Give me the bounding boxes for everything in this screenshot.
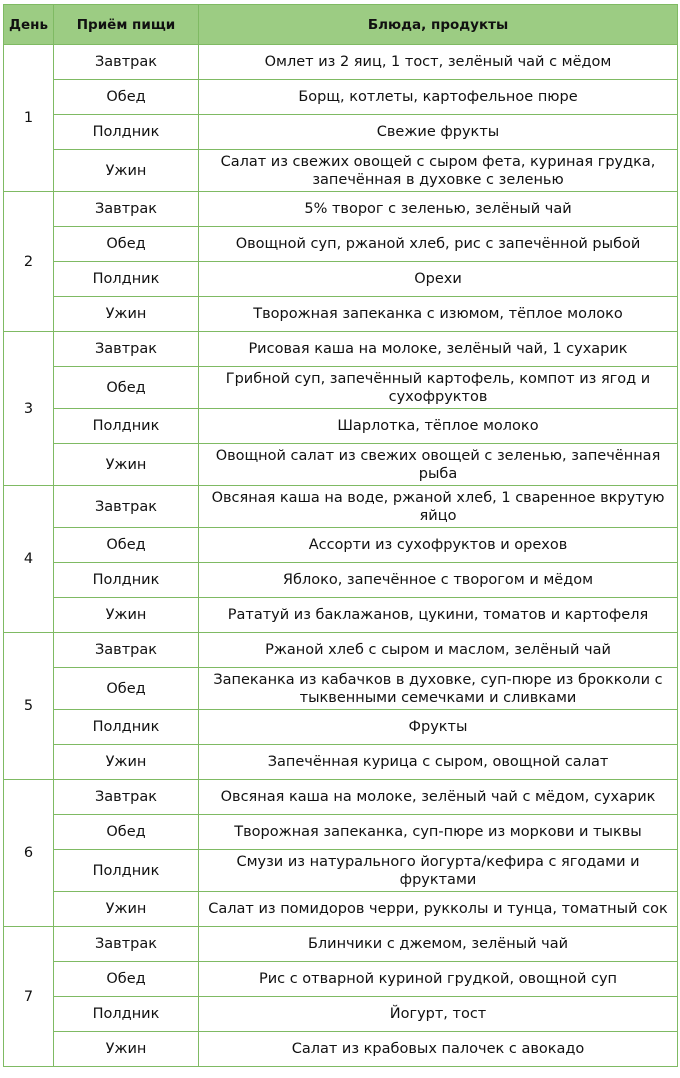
dishes-cell: Овощной салат из свежих овощей с зеленью, запечённая рыба (199, 444, 678, 486)
day-number-cell: 1 (4, 45, 54, 192)
dishes-cell: Свежие фрукты (199, 115, 678, 150)
table-row (4, 962, 678, 997)
meal-cell: Полдник (54, 710, 199, 745)
table-row (4, 192, 678, 227)
meal-cell: Полдник (54, 115, 199, 150)
dishes-cell: Ассорти из сухофруктов и орехов (199, 528, 678, 563)
table-row (4, 486, 678, 528)
table-row (4, 815, 678, 850)
meal-cell: Ужин (54, 444, 199, 486)
table-row (4, 745, 678, 780)
dishes-cell: Овсяная каша на воде, ржаной хлеб, 1 сваренное вкрутую яйцо (199, 486, 678, 528)
dishes-cell: Запеканка из кабачков в духовке, суп-пюре из брокколи с тыквенными семечками и сливками (199, 668, 678, 710)
meal-cell: Завтрак (54, 192, 199, 227)
table-row (4, 598, 678, 633)
dishes-cell: Смузи из натурального йогурта/кефира с ягодами и фруктами (199, 850, 678, 892)
header-day: День (4, 5, 54, 45)
header-meal: Приём пищи (54, 5, 199, 45)
meal-cell: Завтрак (54, 633, 199, 668)
meal-cell: Обед (54, 668, 199, 710)
meal-cell: Завтрак (54, 486, 199, 528)
dishes-cell: Салат из помидоров черри, рукколы и тунца, томатный сок (199, 892, 678, 927)
meal-cell: Обед (54, 80, 199, 115)
meal-cell: Полдник (54, 409, 199, 444)
meal-cell: Ужин (54, 297, 199, 332)
meal-cell: Обед (54, 528, 199, 563)
table-row (4, 367, 678, 409)
dishes-cell: Рататуй из баклажанов, цукини, томатов и картофеля (199, 598, 678, 633)
day-number-cell: 3 (4, 332, 54, 486)
day-number-cell: 5 (4, 633, 54, 780)
table-row (4, 409, 678, 444)
meal-cell: Ужин (54, 745, 199, 780)
table-row (4, 227, 678, 262)
table-row (4, 927, 678, 962)
meal-cell: Полдник (54, 563, 199, 598)
meal-cell: Обед (54, 815, 199, 850)
meal-cell: Обед (54, 367, 199, 409)
table-row (4, 668, 678, 710)
dishes-cell: 5% творог с зеленью, зелёный чай (199, 192, 678, 227)
table-row (4, 115, 678, 150)
table-row (4, 150, 678, 192)
table-row (4, 332, 678, 367)
day-number-cell: 7 (4, 927, 54, 1067)
day-number-cell: 6 (4, 780, 54, 927)
table-row (4, 262, 678, 297)
meal-cell: Завтрак (54, 45, 199, 80)
meal-cell: Ужин (54, 598, 199, 633)
dishes-cell: Запечённая курица с сыром, овощной салат (199, 745, 678, 780)
dishes-cell: Ржаной хлеб с сыром и маслом, зелёный чай (199, 633, 678, 668)
meal-cell: Полдник (54, 262, 199, 297)
table-row (4, 297, 678, 332)
dishes-cell: Омлет из 2 яиц, 1 тост, зелёный чай с мёдом (199, 45, 678, 80)
meal-plan-table (3, 4, 678, 1067)
table-row (4, 850, 678, 892)
table-row (4, 80, 678, 115)
dishes-cell: Рисовая каша на молоке, зелёный чай, 1 сухарик (199, 332, 678, 367)
meal-cell: Полдник (54, 997, 199, 1032)
dishes-cell: Творожная запеканка с изюмом, тёплое молоко (199, 297, 678, 332)
dishes-cell: Орехи (199, 262, 678, 297)
dishes-cell: Салат из свежих овощей с сыром фета, куриная грудка, запечённая в духовке с зеленью (199, 150, 678, 192)
day-number-cell: 4 (4, 486, 54, 633)
meal-cell: Обед (54, 962, 199, 997)
header-row (4, 5, 678, 45)
meal-cell: Завтрак (54, 332, 199, 367)
meal-cell: Ужин (54, 1032, 199, 1067)
meal-cell: Завтрак (54, 780, 199, 815)
dishes-cell: Овощной суп, ржаной хлеб, рис с запечённой рыбой (199, 227, 678, 262)
dishes-cell: Йогурт, тост (199, 997, 678, 1032)
meal-cell: Ужин (54, 892, 199, 927)
table-row (4, 710, 678, 745)
day-number-cell: 2 (4, 192, 54, 332)
dishes-cell: Борщ, котлеты, картофельное пюре (199, 80, 678, 115)
table-row (4, 1032, 678, 1067)
table-row (4, 444, 678, 486)
dishes-cell: Фрукты (199, 710, 678, 745)
dishes-cell: Блинчики с джемом, зелёный чай (199, 927, 678, 962)
table-body (4, 45, 678, 1067)
dishes-cell: Овсяная каша на молоке, зелёный чай с мёдом, сухарик (199, 780, 678, 815)
dishes-cell: Салат из крабовых палочек с авокадо (199, 1032, 678, 1067)
table-row (4, 780, 678, 815)
header-dishes: Блюда, продукты (199, 5, 678, 45)
table-row (4, 892, 678, 927)
meal-cell: Обед (54, 227, 199, 262)
dishes-cell: Творожная запеканка, суп-пюре из моркови и тыквы (199, 815, 678, 850)
table-row (4, 997, 678, 1032)
dishes-cell: Яблоко, запечённое с творогом и мёдом (199, 563, 678, 598)
dishes-cell: Шарлотка, тёплое молоко (199, 409, 678, 444)
table-row (4, 633, 678, 668)
meal-cell: Ужин (54, 150, 199, 192)
table-row (4, 45, 678, 80)
dishes-cell: Грибной суп, запечённый картофель, компот из ягод и сухофруктов (199, 367, 678, 409)
table-row (4, 563, 678, 598)
meal-cell: Полдник (54, 850, 199, 892)
meal-cell: Завтрак (54, 927, 199, 962)
dishes-cell: Рис с отварной куриной грудкой, овощной суп (199, 962, 678, 997)
table-row (4, 528, 678, 563)
